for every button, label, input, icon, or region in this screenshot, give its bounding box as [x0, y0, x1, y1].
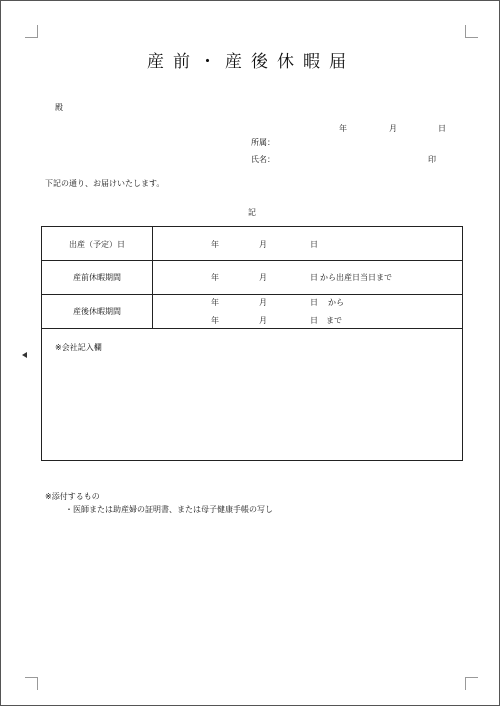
table-column-divider — [152, 227, 153, 328]
table-divider — [42, 294, 462, 295]
document-title: 産前・産後休暇届 — [147, 52, 355, 72]
due-date-year: 年 — [211, 240, 219, 249]
postnatal-end-day: 日 — [310, 316, 318, 325]
intro-text: 下記の通り、お届けいたします。 — [45, 179, 165, 188]
row-label-postnatal-leave: 産後休暇期間 — [73, 307, 121, 316]
seal-mark: 印 — [428, 155, 436, 164]
crop-mark-top-left — [25, 25, 38, 38]
name-label: 氏名： — [251, 155, 275, 164]
crop-mark-top-right — [465, 25, 478, 38]
postnatal-start-day: 日 — [310, 298, 318, 307]
postnatal-end-suffix: まで — [326, 316, 342, 325]
crop-mark-bottom-left — [25, 677, 38, 690]
table-divider — [42, 260, 462, 261]
prenatal-year: 年 — [211, 273, 219, 282]
crop-mark-bottom-right — [465, 677, 478, 690]
attachments-heading: ※添付するもの — [45, 492, 100, 501]
due-date-day: 日 — [310, 240, 318, 249]
postnatal-end-month: 月 — [259, 316, 267, 325]
date-year-label: 年 — [339, 124, 347, 133]
postnatal-end-year: 年 — [211, 316, 219, 325]
addressee-suffix: 殿 — [55, 103, 63, 112]
leave-table — [41, 226, 463, 461]
row-label-prenatal-leave: 産前休暇期間 — [73, 273, 121, 282]
prenatal-suffix: から出産日当日まで — [320, 273, 392, 282]
record-heading: 記 — [248, 208, 256, 217]
date-day-label: 日 — [438, 124, 446, 133]
row-label-due-date: 出産（予定）日 — [69, 240, 125, 249]
postnatal-start-month: 月 — [259, 298, 267, 307]
company-section-label: ※会社記入欄 — [55, 343, 102, 352]
affiliation-label: 所属： — [251, 138, 275, 147]
table-divider — [42, 328, 462, 329]
postnatal-start-suffix: から — [328, 298, 344, 307]
date-month-label: 月 — [389, 124, 397, 133]
margin-triangle-marker — [22, 352, 27, 358]
prenatal-month: 月 — [259, 273, 267, 282]
attachment-item: ・医師または助産婦の証明書、または母子健康手帳の写し — [65, 505, 273, 514]
prenatal-day: 日 — [310, 273, 318, 282]
due-date-month: 月 — [259, 240, 267, 249]
postnatal-start-year: 年 — [211, 298, 219, 307]
